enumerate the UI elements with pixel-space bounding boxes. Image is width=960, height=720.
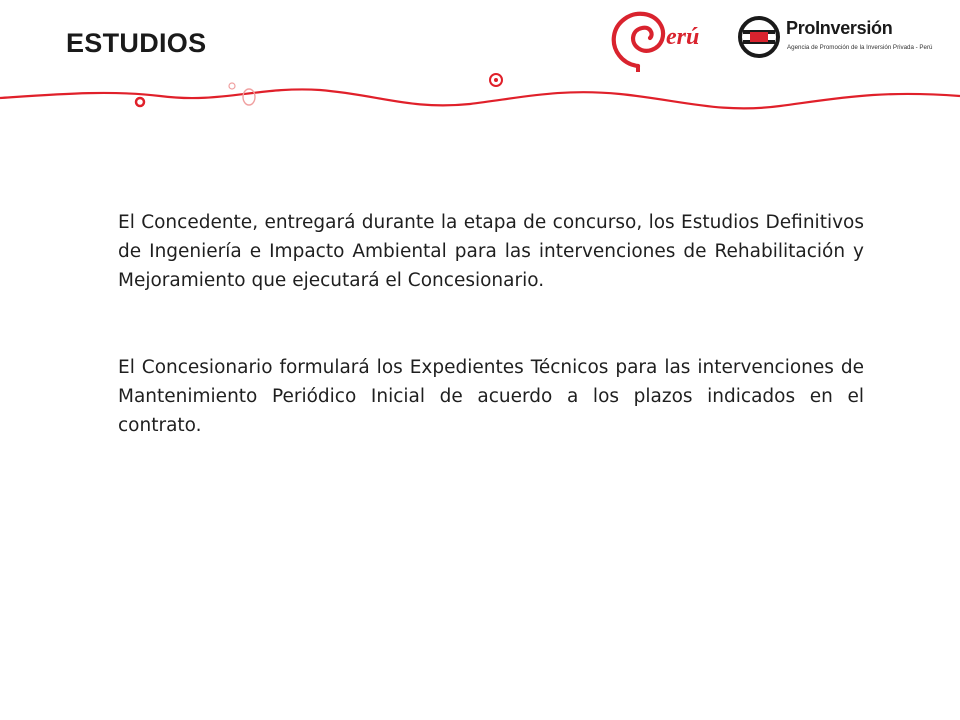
body-text bbox=[118, 208, 864, 498]
paragraph-1: El Concedente, entregará durante la etapa de concurso, los Estudios Definitivos de Ingeniería e Impacto Ambiental para las intervenciones de Rehabilitación y Mejoramiento que ejecutará el Concesionario. bbox=[118, 212, 864, 291]
red-wave-decoration bbox=[0, 60, 960, 130]
slide-title: ESTUDIOS bbox=[66, 28, 207, 58]
proinversion-logo bbox=[736, 14, 946, 62]
proinversion-name: ProInversión bbox=[786, 18, 893, 38]
proinversion-tagline: Agencia de Promoción de la Inversión Privada - Perú bbox=[787, 44, 933, 51]
peru-logo bbox=[608, 6, 720, 72]
proinversion-emblem-icon bbox=[736, 14, 782, 60]
peru-logo-text: erú bbox=[666, 24, 700, 50]
paragraph-2: El Concesionario formulará los Expedientes Técnicos para las intervenciones de Mantenimiento Periódico Inicial de acuerdo a los plazos indicados en el contrato. bbox=[118, 357, 864, 436]
